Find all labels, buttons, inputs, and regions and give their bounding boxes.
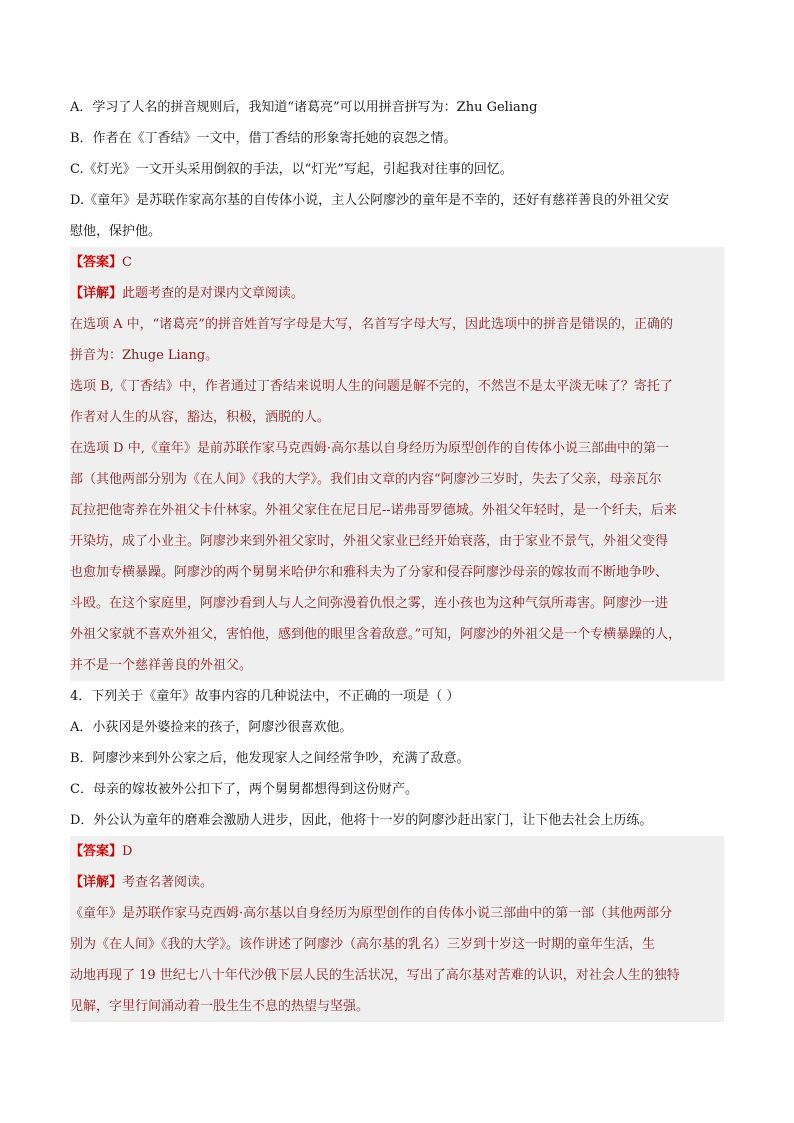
answer-value: D [122,844,133,859]
q4-detail-header [70,867,724,898]
q4-question [70,681,724,836]
q3-detail-line: 拼音为：Zhuge Liang。 [70,348,219,363]
q4-detail-line: 见解，字里行间涌动着一股生生不息的热望与坚强。 [70,999,370,1014]
q4-option-c: C．母亲的嫁妆被外公扣下了，两个舅舅都想得到这份财产。 [70,782,418,797]
q3-detail-line: 作者对人生的从容，豁达，积极，洒脱的人。 [70,410,331,425]
answer-value: C [122,255,132,270]
q3-detail-header [70,278,724,309]
q3-detail-line: 斗殴。在这个家庭里，阿廖沙看到人与人之间弥漫着仇恨之雾，连小孩也为这种气氛所毒害。阿廖沙一进 [70,596,669,611]
q4-option-b: B．阿廖沙来到外公家之后，他发现家人之间经常争吵，充满了敌意。 [70,751,470,766]
q3-options [70,92,724,247]
answer-label: 【答案】 [70,255,123,270]
q4-detail-line: 动地再现了 19 世纪七八十年代沙俄下层人民的生活状况，写出了高尔基对苦难的认识，对社会人生的独特 [70,968,680,983]
document-content [70,92,724,1022]
detail-first: 此题考查的是对课内文章阅读。 [122,286,305,301]
q4-option-a: A．小荻冈是外婆捡来的孩子，阿廖沙很喜欢他。 [70,720,353,735]
q3-option-b: B．作者在《丁香结》一文中，借丁香结的形象寄托她的哀怨之情。 [70,131,457,146]
q3-detail-line: 在选项 A 中，“诸葛亮”的拼音姓首写字母是大写，名首写字母大写，因此选项中的拼音是错误的，正确的 [70,317,673,332]
q3-detail-line: 部（其他两部分别为《在人间》《我的大学》。我们由文章的内容“阿廖沙三岁时，失去了父亲，母亲瓦尔 [70,472,662,487]
q4-option-d: D．外公认为童年的磨难会激励人进步，因此，他将十一岁的阿廖沙赶出家门，让下他去社会上历练。 [70,813,653,828]
q3-detail-line: 开染坊，成了小业主。阿廖沙来到外祖父家时，外祖父家业已经开始衰落，由于家业不景气，外祖父变得 [70,534,669,549]
q3-detail-line: 并不是一个慈祥善良的外祖父。 [70,658,253,673]
q3-detail-line: 也愈加专横暴躁。阿廖沙的两个舅舅米哈伊尔和雅科夫为了分家和侵吞阿廖沙母亲的嫁妆而不断地争吵、 [70,565,669,580]
q4-detail-line: 《童年》是苏联作家马克西姆·高尔基以自身经历为原型创作的自传体小说三部曲中的第一部（其他两部分 [70,906,673,921]
q4-detail-line: 别为《在人间》《我的大学》。该作讲述了阿廖沙（高尔基的乳名）三岁到十岁这一时期的童年生活，生 [70,937,656,952]
q3-option-d-cont: 慰他，保护他。 [70,224,162,239]
detail-label: 【详解】 [70,286,123,301]
q4-answer-block [70,836,724,1022]
detail-label: 【详解】 [70,875,123,890]
q3-option-d: D.《童年》是苏联作家高尔基的自传体小说，主人公阿廖沙的童年是不幸的，还好有慈祥善良的外祖父安 [70,193,670,208]
q4-answer [70,836,724,867]
q3-detail-line: 外祖父家就不喜欢外祖父，害怕他，感到他的眼里含着敌意。”可知，阿廖沙的外祖父是一个专横暴躁的人， [70,627,682,642]
detail-first: 考查名著阅读。 [122,875,214,890]
q3-option-c: C.《灯光》一文开头采用倒叙的手法，以“灯光”写起，引起我对往事的回忆。 [70,162,513,177]
q3-option-a: A．学习了人名的拼音规则后，我知道“诸葛亮”可以用拼音拼写为：Zhu Geliang [70,100,538,115]
q3-answer [70,247,724,278]
answer-label: 【答案】 [70,844,123,859]
q3-detail-line: 瓦拉把他寄养在外祖父卡什林家。外祖父家住在尼日尼--诺弗哥罗德城。外祖父年轻时，是一个纤夫，后来 [70,503,677,518]
q4-stem: 4．下列关于《童年》故事内容的几种说法中，不正确的一项是（ ） [70,689,460,704]
q3-detail-line: 选项 B,《丁香结》中，作者通过丁香结来说明人生的问题是解不完的，不然岂不是太平淡无味了？寄托了 [70,379,673,394]
q3-answer-block [70,247,724,681]
q3-detail-line: 在选项 D 中,《童年》是前苏联作家马克西姆·高尔基以自身经历为原型创作的自传体小说三部曲中的第一 [70,441,669,456]
